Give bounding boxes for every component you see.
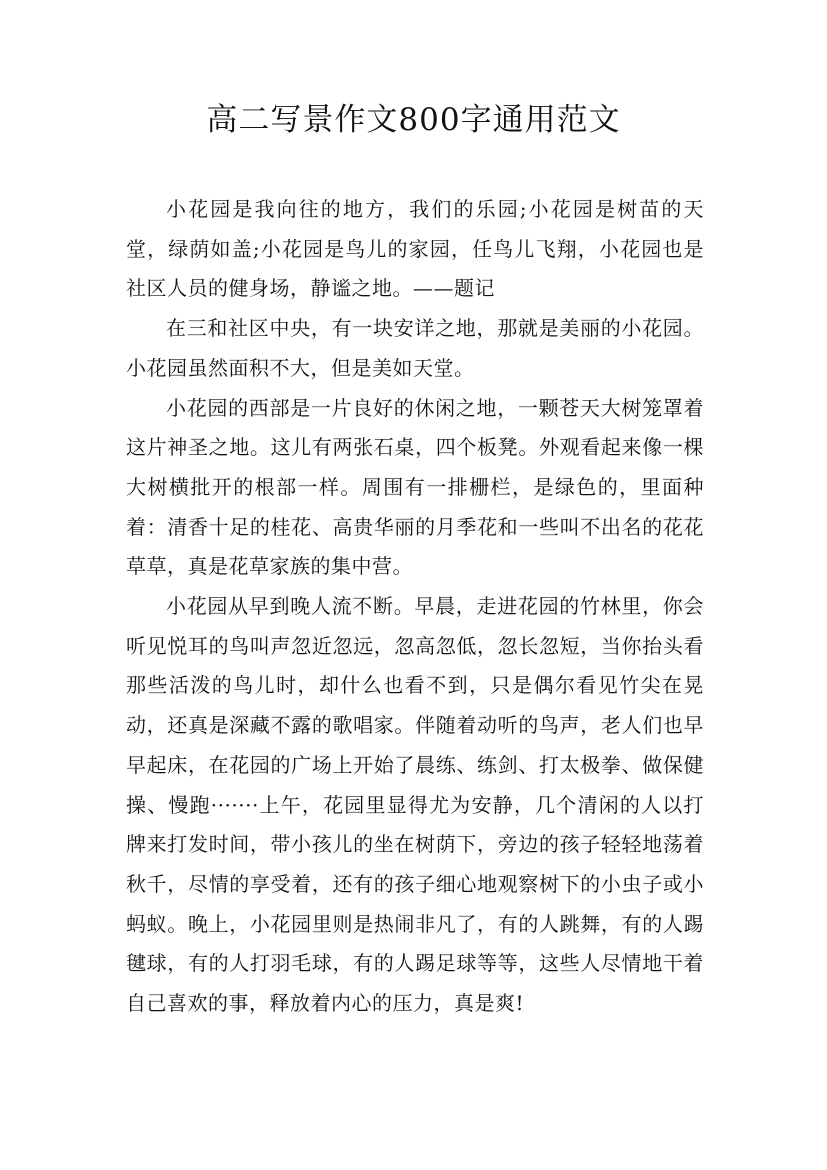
- paragraph-daily-activity: 小花园从早到晚人流不断。早晨，走进花园的竹林里，你会听见悦耳的鸟叫声忽近忽远，忽高忽低，忽长忽短，当你抬头看那些活泼的鸟儿时，却什么也看不到，只是偶尔看见竹尖在晃动，还真是深藏不露的歌唱家。伴随着动听的鸟声，老人们也早早起床，在花园的广场上开始了晨练、练剑、打太极拳、做保健操、慢跑·······上午，花园里显得尤为安静，几个清闲的人以打牌来打发时间，带小孩儿的坐在树荫下，旁边的孩子轻轻地荡着秋千，尽情的享受着，还有的孩子细心地观察树下的小虫子或小蚂蚁。晚上，小花园里则是热闹非凡了，有的人跳舞，有的人踢毽球，有的人打羽毛球，有的人踢足球等等，这些人尽情地干着自己喜欢的事，释放着内心的压力，真是爽!: [126, 594, 704, 1016]
- paragraph-location: 在三和社区中央，有一块安详之地，那就是美丽的小花园。小花园虽然面积不大，但是美如天堂。: [126, 316, 704, 380]
- document-body: [126, 190, 704, 1024]
- paragraph-epigraph: 小花园是我向往的地方，我们的乐园;小花园是树苗的天堂，绿荫如盖;小花园是鸟儿的家园，任鸟儿飞翔，小花园也是社区人员的健身场，静谧之地。——题记: [126, 197, 704, 301]
- document-title: 高二写景作文800字通用范文: [206, 102, 621, 138]
- paragraph-west-area: 小花园的西部是一片良好的休闲之地，一颗苍天大树笼罩着这片神圣之地。这儿有两张石桌，四个板凳。外观看起来像一棵大树横批开的根部一样。周围有一排栅栏，是绿色的，里面种着：清香十足的桂花、高贵华丽的月季花和一些叫不出名的花花草草，真是花草家族的集中营。: [126, 395, 704, 579]
